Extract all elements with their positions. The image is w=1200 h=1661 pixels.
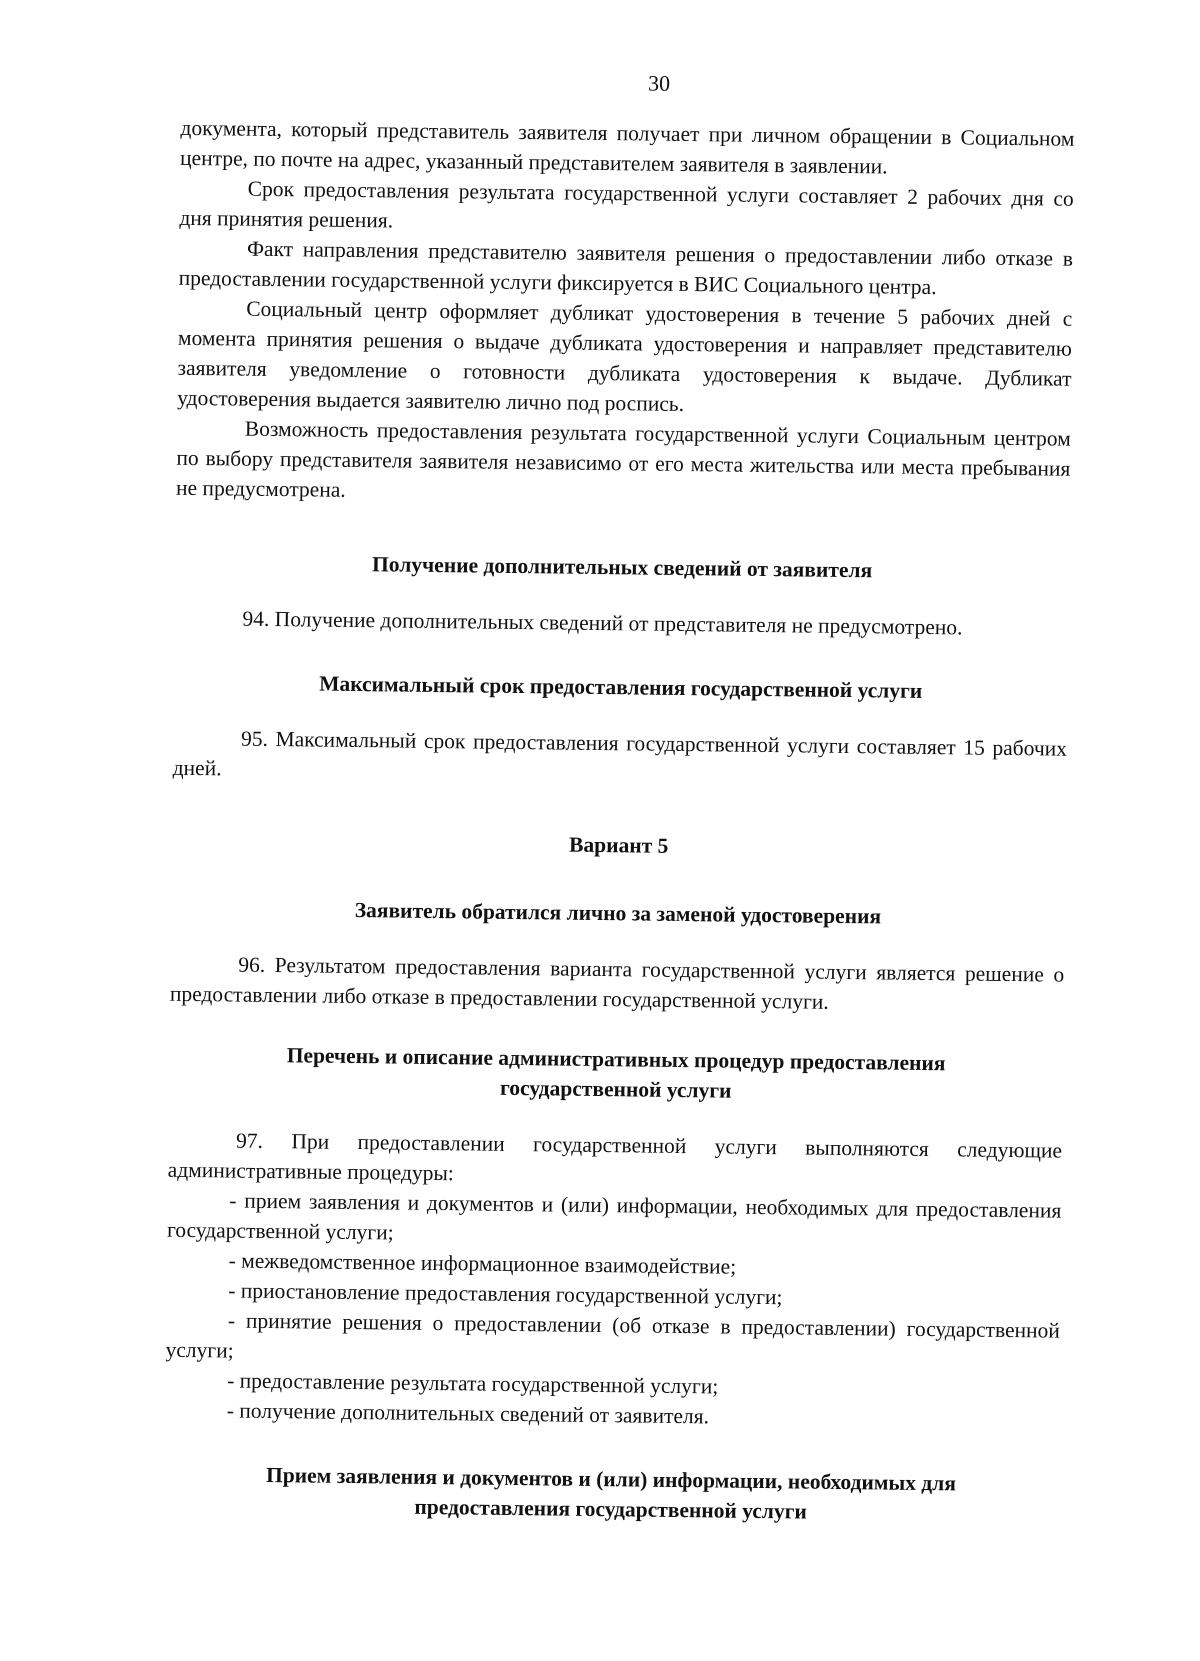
document-body <box>164 113 1075 1530</box>
heading-variant-subtitle: Заявитель обратился лично за заменой удостоверения <box>354 898 882 929</box>
heading-procedures-line2: государственной услуги <box>499 1075 732 1103</box>
paragraph-97: 97. При предоставлении государственной услуги выполняются следующие административные процедуры: <box>167 1128 1063 1186</box>
heading-procedures-line1: Перечень и описание административных процедур предоставления <box>286 1043 946 1076</box>
heading-procedures <box>169 1039 1064 1110</box>
list-item: - приостановление предоставления государственной услуги; <box>228 1278 783 1310</box>
list-item: - принятие решения о предоставлении (об отказе в предоставлении) государственной услуги; <box>165 1308 1061 1363</box>
paragraph-result-term: Срок предоставления результата государственной услуги составляет 2 рабочих дня со дня принятия решения. <box>179 176 1074 233</box>
paragraph-decision-record: Факт направления представителю заявителя решения о предоставлении либо отказе в предоставлении государственной услуги фиксируется в ВИС Социального центра. <box>178 236 1074 300</box>
list-item: - получение дополнительных сведений от заявителя. <box>226 1398 710 1429</box>
paragraph-94: 94. Получение дополнительных сведений от представителя не предусмотрено. <box>242 606 963 640</box>
heading-reception-line1: Прием заявления и документов и (или) информации, необходимых для <box>265 1462 957 1496</box>
paragraph-extraterritorial: Возможность предоставления результата государственной услуги Социальным центром по выбору представителя заявителя независимо от его места жительства или места пребывания не предусмотрена. <box>175 416 1071 502</box>
heading-reception-line2: предоставления государственной услуги <box>414 1494 807 1524</box>
heading-additional-info: Получение дополнительных сведений от заявителя <box>371 552 873 583</box>
list-item: - прием заявления и документов и (или) информации, необходимых для предоставления государственной услуги; <box>166 1188 1062 1245</box>
paragraph-95: 95. Максимальный срок предоставления государственной услуги составляет 15 рабочих дней. <box>172 726 1068 781</box>
paragraph-continuation: документа, который представитель заявителя получает при личном обращении в Социальном центре, по почте на адрес, указанный представителем заявителя в заявлении. <box>179 115 1075 179</box>
paragraph-duplicate: Социальный центр оформляет дубликат удостоверения в течение 5 рабочих дней с момента принятия решения о выдаче дубликата удостоверения и направляет представителю заявителя уведомление о готовности дубликата удостоверения к выдаче. Дубликат удостоверения выдается заявителю лично под роспись. <box>177 296 1073 416</box>
page-number: 30 <box>647 70 671 96</box>
list-item: - предоставление результата государственной услуги; <box>227 1368 719 1399</box>
heading-max-term: Максимальный срок предоставления государственной услуги <box>319 671 923 703</box>
heading-variant-5: Вариант 5 <box>568 832 669 858</box>
list-item: - межведомственное информационное взаимодействие; <box>228 1248 737 1279</box>
heading-reception <box>164 1459 1059 1530</box>
paragraph-96: 96. Результатом предоставления варианта государственной услуги является решение о предоставлении либо отказе в предоставлении государственной услуги. <box>169 952 1065 1014</box>
